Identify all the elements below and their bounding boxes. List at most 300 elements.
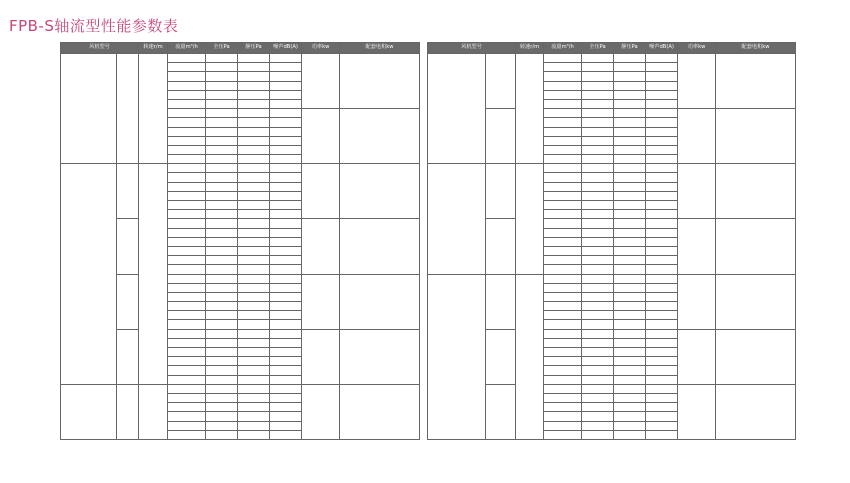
static-pressure-cell bbox=[238, 201, 270, 210]
noise-cell bbox=[646, 265, 678, 274]
power-cell bbox=[302, 274, 340, 329]
flow-cell bbox=[168, 412, 206, 421]
total-pressure-cell bbox=[206, 136, 238, 145]
total-pressure-cell bbox=[582, 412, 614, 421]
total-pressure-cell bbox=[206, 118, 238, 127]
flow-cell bbox=[168, 173, 206, 182]
header-motor: 配套电机kw bbox=[716, 43, 796, 54]
blade-angle-cell bbox=[486, 329, 516, 384]
flow-cell bbox=[544, 412, 582, 421]
noise-cell bbox=[646, 329, 678, 338]
flow-cell bbox=[168, 118, 206, 127]
flow-cell bbox=[168, 421, 206, 430]
static-pressure-cell bbox=[614, 384, 646, 393]
motor-cell bbox=[340, 384, 420, 439]
total-pressure-cell bbox=[582, 109, 614, 118]
header-flow: 流量m³/h bbox=[168, 43, 206, 54]
total-pressure-cell bbox=[206, 173, 238, 182]
flow-cell bbox=[544, 265, 582, 274]
flow-cell bbox=[544, 292, 582, 301]
static-pressure-cell bbox=[238, 173, 270, 182]
table-row bbox=[61, 384, 420, 393]
total-pressure-cell bbox=[206, 329, 238, 338]
static-pressure-cell bbox=[238, 348, 270, 357]
noise-cell bbox=[646, 99, 678, 108]
total-pressure-cell bbox=[582, 72, 614, 81]
static-pressure-cell bbox=[238, 283, 270, 292]
total-pressure-cell bbox=[582, 201, 614, 210]
noise-cell bbox=[646, 145, 678, 154]
noise-cell bbox=[270, 237, 302, 246]
noise-cell bbox=[646, 302, 678, 311]
noise-cell bbox=[646, 219, 678, 228]
noise-cell bbox=[646, 237, 678, 246]
header-noise: 噪声dB(A) bbox=[270, 43, 302, 54]
static-pressure-cell bbox=[614, 246, 646, 255]
static-pressure-cell bbox=[614, 311, 646, 320]
power-cell bbox=[302, 219, 340, 274]
total-pressure-cell bbox=[582, 265, 614, 274]
header-total-pressure: 全压Pa bbox=[582, 43, 614, 54]
noise-cell bbox=[646, 118, 678, 127]
fan-model-cell bbox=[428, 54, 486, 164]
static-pressure-cell bbox=[238, 384, 270, 393]
flow-cell bbox=[544, 63, 582, 72]
flow-cell bbox=[168, 99, 206, 108]
motor-cell bbox=[340, 329, 420, 384]
noise-cell bbox=[270, 72, 302, 81]
total-pressure-cell bbox=[206, 54, 238, 63]
static-pressure-cell bbox=[238, 421, 270, 430]
blade-angle-cell bbox=[486, 164, 516, 219]
flow-cell bbox=[544, 99, 582, 108]
total-pressure-cell bbox=[582, 182, 614, 191]
static-pressure-cell bbox=[614, 182, 646, 191]
blade-angle-cell bbox=[117, 384, 139, 439]
total-pressure-cell bbox=[582, 366, 614, 375]
total-pressure-cell bbox=[582, 191, 614, 200]
static-pressure-cell bbox=[238, 256, 270, 265]
header-noise: 噪声dB(A) bbox=[646, 43, 678, 54]
noise-cell bbox=[646, 228, 678, 237]
noise-cell bbox=[646, 182, 678, 191]
flow-cell bbox=[168, 338, 206, 347]
static-pressure-cell bbox=[238, 246, 270, 255]
total-pressure-cell bbox=[206, 375, 238, 384]
page-title: FPB-S轴流型性能参数表 bbox=[9, 17, 179, 36]
noise-cell bbox=[270, 201, 302, 210]
noise-cell bbox=[270, 118, 302, 127]
total-pressure-cell bbox=[582, 246, 614, 255]
noise-cell bbox=[646, 210, 678, 219]
flow-cell bbox=[544, 127, 582, 136]
static-pressure-cell bbox=[238, 412, 270, 421]
flow-cell bbox=[168, 348, 206, 357]
motor-cell bbox=[340, 109, 420, 164]
flow-cell bbox=[544, 72, 582, 81]
static-pressure-cell bbox=[614, 338, 646, 347]
flow-cell bbox=[544, 182, 582, 191]
noise-cell bbox=[646, 173, 678, 182]
flow-cell bbox=[544, 329, 582, 338]
flow-cell bbox=[168, 403, 206, 412]
static-pressure-cell bbox=[238, 329, 270, 338]
flow-cell bbox=[544, 430, 582, 439]
flow-cell bbox=[168, 228, 206, 237]
speed-cell bbox=[516, 164, 544, 274]
static-pressure-cell bbox=[614, 109, 646, 118]
static-pressure-cell bbox=[238, 72, 270, 81]
total-pressure-cell bbox=[206, 127, 238, 136]
noise-cell bbox=[270, 228, 302, 237]
flow-cell bbox=[544, 393, 582, 402]
total-pressure-cell bbox=[582, 90, 614, 99]
noise-cell bbox=[270, 210, 302, 219]
noise-cell bbox=[270, 393, 302, 402]
total-pressure-cell bbox=[582, 81, 614, 90]
noise-cell bbox=[646, 155, 678, 164]
flow-cell bbox=[544, 136, 582, 145]
flow-cell bbox=[168, 81, 206, 90]
power-cell bbox=[678, 164, 716, 219]
total-pressure-cell bbox=[582, 430, 614, 439]
flow-cell bbox=[168, 109, 206, 118]
static-pressure-cell bbox=[238, 311, 270, 320]
static-pressure-cell bbox=[614, 274, 646, 283]
noise-cell bbox=[646, 403, 678, 412]
total-pressure-cell bbox=[206, 357, 238, 366]
static-pressure-cell bbox=[614, 191, 646, 200]
flow-cell bbox=[168, 375, 206, 384]
flow-cell bbox=[544, 219, 582, 228]
static-pressure-cell bbox=[614, 329, 646, 338]
fan-model-cell bbox=[61, 164, 117, 385]
noise-cell bbox=[270, 127, 302, 136]
power-cell bbox=[302, 109, 340, 164]
table-row bbox=[428, 274, 796, 283]
table-row bbox=[61, 164, 420, 173]
noise-cell bbox=[646, 81, 678, 90]
table-header bbox=[61, 43, 420, 54]
total-pressure-cell bbox=[582, 421, 614, 430]
flow-cell bbox=[168, 72, 206, 81]
total-pressure-cell bbox=[582, 173, 614, 182]
header-static-pressure: 静压Pa bbox=[614, 43, 646, 54]
blade-angle-cell bbox=[117, 274, 139, 329]
flow-cell bbox=[168, 155, 206, 164]
noise-cell bbox=[270, 292, 302, 301]
total-pressure-cell bbox=[582, 274, 614, 283]
flow-cell bbox=[168, 366, 206, 375]
static-pressure-cell bbox=[238, 118, 270, 127]
total-pressure-cell bbox=[206, 210, 238, 219]
static-pressure-cell bbox=[614, 81, 646, 90]
noise-cell bbox=[270, 274, 302, 283]
total-pressure-cell bbox=[206, 320, 238, 329]
static-pressure-cell bbox=[614, 164, 646, 173]
noise-cell bbox=[270, 164, 302, 173]
total-pressure-cell bbox=[206, 182, 238, 191]
total-pressure-cell bbox=[206, 155, 238, 164]
total-pressure-cell bbox=[582, 54, 614, 63]
noise-cell bbox=[270, 348, 302, 357]
flow-cell bbox=[168, 182, 206, 191]
total-pressure-cell bbox=[206, 201, 238, 210]
header-model: 风机型号 bbox=[61, 43, 139, 54]
static-pressure-cell bbox=[238, 155, 270, 164]
noise-cell bbox=[270, 329, 302, 338]
flow-cell bbox=[168, 210, 206, 219]
flow-cell bbox=[544, 256, 582, 265]
total-pressure-cell bbox=[582, 210, 614, 219]
total-pressure-cell bbox=[582, 145, 614, 154]
flow-cell bbox=[544, 246, 582, 255]
flow-cell bbox=[544, 357, 582, 366]
total-pressure-cell bbox=[206, 393, 238, 402]
performance-table-right bbox=[427, 42, 796, 440]
flow-cell bbox=[168, 164, 206, 173]
power-cell bbox=[678, 329, 716, 384]
total-pressure-cell bbox=[206, 191, 238, 200]
flow-cell bbox=[544, 155, 582, 164]
noise-cell bbox=[646, 191, 678, 200]
noise-cell bbox=[646, 246, 678, 255]
total-pressure-cell bbox=[582, 357, 614, 366]
flow-cell bbox=[168, 430, 206, 439]
motor-cell bbox=[716, 109, 796, 164]
static-pressure-cell bbox=[614, 283, 646, 292]
flow-cell bbox=[168, 90, 206, 99]
noise-cell bbox=[646, 283, 678, 292]
header-flow: 流量m³/h bbox=[544, 43, 582, 54]
motor-cell bbox=[340, 54, 420, 109]
speed-cell bbox=[139, 384, 168, 439]
noise-cell bbox=[270, 265, 302, 274]
static-pressure-cell bbox=[614, 421, 646, 430]
total-pressure-cell bbox=[582, 302, 614, 311]
static-pressure-cell bbox=[238, 182, 270, 191]
total-pressure-cell bbox=[206, 283, 238, 292]
noise-cell bbox=[646, 127, 678, 136]
header-speed: 转速r/m bbox=[139, 43, 168, 54]
power-cell bbox=[678, 109, 716, 164]
blade-angle-cell bbox=[117, 164, 139, 219]
speed-cell bbox=[139, 54, 168, 164]
flow-cell bbox=[168, 329, 206, 338]
total-pressure-cell bbox=[206, 164, 238, 173]
flow-cell bbox=[544, 302, 582, 311]
total-pressure-cell bbox=[206, 219, 238, 228]
total-pressure-cell bbox=[206, 403, 238, 412]
motor-cell bbox=[716, 219, 796, 274]
fan-model-cell bbox=[428, 274, 486, 439]
fan-model-cell bbox=[428, 164, 486, 274]
power-cell bbox=[678, 274, 716, 329]
total-pressure-cell bbox=[582, 228, 614, 237]
noise-cell bbox=[270, 421, 302, 430]
noise-cell bbox=[270, 54, 302, 63]
fan-model-cell bbox=[61, 384, 117, 439]
flow-cell bbox=[168, 54, 206, 63]
total-pressure-cell bbox=[582, 63, 614, 72]
performance-table-left bbox=[60, 42, 420, 440]
total-pressure-cell bbox=[206, 109, 238, 118]
total-pressure-cell bbox=[582, 118, 614, 127]
flow-cell bbox=[168, 320, 206, 329]
speed-cell bbox=[139, 164, 168, 385]
noise-cell bbox=[270, 311, 302, 320]
static-pressure-cell bbox=[238, 127, 270, 136]
static-pressure-cell bbox=[614, 237, 646, 246]
static-pressure-cell bbox=[614, 256, 646, 265]
total-pressure-cell bbox=[582, 292, 614, 301]
noise-cell bbox=[270, 375, 302, 384]
total-pressure-cell bbox=[582, 384, 614, 393]
flow-cell bbox=[168, 256, 206, 265]
noise-cell bbox=[270, 219, 302, 228]
noise-cell bbox=[270, 246, 302, 255]
static-pressure-cell bbox=[614, 302, 646, 311]
table-header bbox=[428, 43, 796, 54]
flow-cell bbox=[544, 81, 582, 90]
static-pressure-cell bbox=[238, 357, 270, 366]
static-pressure-cell bbox=[238, 302, 270, 311]
noise-cell bbox=[270, 81, 302, 90]
header-model: 风机型号 bbox=[428, 43, 516, 54]
static-pressure-cell bbox=[614, 393, 646, 402]
static-pressure-cell bbox=[614, 320, 646, 329]
noise-cell bbox=[646, 393, 678, 402]
total-pressure-cell bbox=[206, 81, 238, 90]
flow-cell bbox=[168, 63, 206, 72]
noise-cell bbox=[646, 338, 678, 347]
power-cell bbox=[678, 54, 716, 109]
static-pressure-cell bbox=[614, 136, 646, 145]
static-pressure-cell bbox=[614, 366, 646, 375]
total-pressure-cell bbox=[206, 302, 238, 311]
table-row bbox=[61, 54, 420, 63]
static-pressure-cell bbox=[238, 136, 270, 145]
flow-cell bbox=[544, 90, 582, 99]
flow-cell bbox=[168, 191, 206, 200]
static-pressure-cell bbox=[614, 127, 646, 136]
blade-angle-cell bbox=[117, 329, 139, 384]
static-pressure-cell bbox=[614, 403, 646, 412]
static-pressure-cell bbox=[238, 164, 270, 173]
noise-cell bbox=[646, 90, 678, 99]
total-pressure-cell bbox=[206, 412, 238, 421]
flow-cell bbox=[168, 283, 206, 292]
noise-cell bbox=[646, 292, 678, 301]
static-pressure-cell bbox=[238, 99, 270, 108]
noise-cell bbox=[646, 201, 678, 210]
total-pressure-cell bbox=[582, 219, 614, 228]
total-pressure-cell bbox=[582, 338, 614, 347]
flow-cell bbox=[544, 338, 582, 347]
static-pressure-cell bbox=[238, 320, 270, 329]
noise-cell bbox=[270, 109, 302, 118]
blade-angle-cell bbox=[486, 109, 516, 164]
static-pressure-cell bbox=[614, 118, 646, 127]
noise-cell bbox=[646, 136, 678, 145]
total-pressure-cell bbox=[206, 292, 238, 301]
static-pressure-cell bbox=[238, 228, 270, 237]
flow-cell bbox=[544, 54, 582, 63]
noise-cell bbox=[646, 164, 678, 173]
noise-cell bbox=[646, 412, 678, 421]
total-pressure-cell bbox=[206, 384, 238, 393]
static-pressure-cell bbox=[614, 90, 646, 99]
total-pressure-cell bbox=[582, 393, 614, 402]
noise-cell bbox=[270, 173, 302, 182]
noise-cell bbox=[270, 283, 302, 292]
flow-cell bbox=[168, 127, 206, 136]
fan-model-cell bbox=[61, 54, 117, 164]
blank-cell bbox=[117, 54, 139, 164]
static-pressure-cell bbox=[614, 348, 646, 357]
total-pressure-cell bbox=[582, 256, 614, 265]
noise-cell bbox=[646, 384, 678, 393]
motor-cell bbox=[716, 274, 796, 329]
static-pressure-cell bbox=[238, 191, 270, 200]
total-pressure-cell bbox=[206, 256, 238, 265]
flow-cell bbox=[168, 357, 206, 366]
total-pressure-cell bbox=[582, 311, 614, 320]
header-total-pressure: 全压Pa bbox=[206, 43, 238, 54]
flow-cell bbox=[544, 384, 582, 393]
static-pressure-cell bbox=[614, 155, 646, 164]
noise-cell bbox=[646, 72, 678, 81]
total-pressure-cell bbox=[206, 421, 238, 430]
noise-cell bbox=[270, 136, 302, 145]
flow-cell bbox=[544, 403, 582, 412]
table-row bbox=[428, 164, 796, 173]
static-pressure-cell bbox=[614, 201, 646, 210]
noise-cell bbox=[646, 109, 678, 118]
total-pressure-cell bbox=[206, 99, 238, 108]
flow-cell bbox=[544, 375, 582, 384]
noise-cell bbox=[646, 311, 678, 320]
flow-cell bbox=[544, 320, 582, 329]
total-pressure-cell bbox=[206, 366, 238, 375]
flow-cell bbox=[168, 292, 206, 301]
total-pressure-cell bbox=[206, 274, 238, 283]
noise-cell bbox=[270, 99, 302, 108]
static-pressure-cell bbox=[238, 403, 270, 412]
noise-cell bbox=[270, 145, 302, 154]
power-cell bbox=[678, 219, 716, 274]
motor-cell bbox=[340, 274, 420, 329]
static-pressure-cell bbox=[238, 210, 270, 219]
noise-cell bbox=[646, 430, 678, 439]
noise-cell bbox=[270, 384, 302, 393]
motor-cell bbox=[716, 329, 796, 384]
power-cell bbox=[302, 164, 340, 219]
total-pressure-cell bbox=[582, 164, 614, 173]
flow-cell bbox=[544, 421, 582, 430]
flow-cell bbox=[544, 366, 582, 375]
motor-cell bbox=[340, 164, 420, 219]
noise-cell bbox=[270, 256, 302, 265]
header-speed: 转速r/m bbox=[516, 43, 544, 54]
power-cell bbox=[678, 384, 716, 439]
flow-cell bbox=[168, 136, 206, 145]
flow-cell bbox=[168, 274, 206, 283]
header-static-pressure: 静压Pa bbox=[238, 43, 270, 54]
flow-cell bbox=[168, 393, 206, 402]
total-pressure-cell bbox=[582, 136, 614, 145]
flow-cell bbox=[544, 237, 582, 246]
